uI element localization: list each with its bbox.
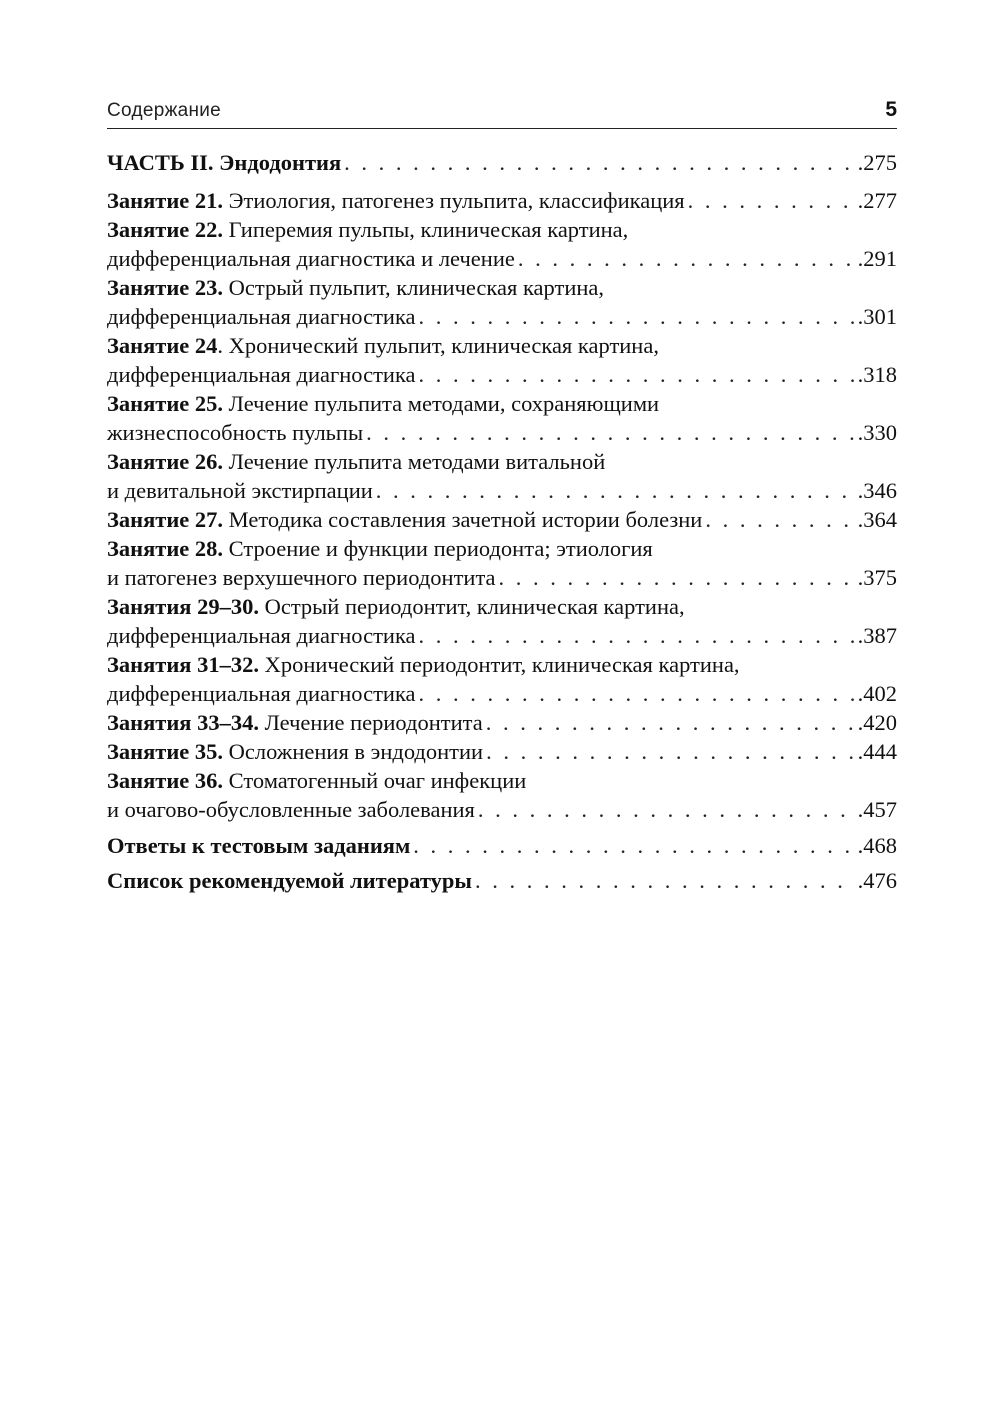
lesson-title: Методика составления зачетной истории болезни: [228, 507, 703, 532]
lesson-title: Острый периодонтит, клиническая картина,: [264, 594, 685, 619]
page-ref: .457: [857, 797, 897, 822]
lesson-label: Занятие 23.: [107, 275, 224, 300]
toc-entry-part-2[interactable]: [107, 148, 897, 177]
page-ref: .420: [857, 710, 897, 735]
lesson-label: Занятие 27.: [107, 507, 224, 532]
page-ref: .364: [857, 507, 897, 532]
lesson-label: Занятие 36.: [107, 768, 224, 793]
lesson-label: Занятие 35.: [107, 739, 224, 764]
lesson-label: Занятие 26.: [107, 449, 224, 474]
dot-leader: [499, 563, 855, 592]
page-ref: .275: [857, 150, 897, 175]
dot-leader: [475, 866, 855, 895]
dot-leader: [419, 679, 855, 708]
toc-entry-lesson-26[interactable]: [107, 447, 897, 505]
page-ref: .375: [857, 565, 897, 590]
page-ref: .318: [857, 362, 897, 387]
lesson-title: Стоматогенный очаг инфекции: [228, 768, 527, 793]
lesson-title: . Хронический пульпит, клиническая картина,: [217, 333, 659, 358]
dot-leader: [688, 186, 855, 215]
lesson-title: Лечение периодонтита: [264, 710, 483, 735]
lesson-title-cont: и девитальной экстирпации: [107, 478, 373, 503]
toc-entry-lesson-36[interactable]: [107, 766, 897, 824]
lesson-title: Гиперемия пульпы, клиническая картина,: [228, 217, 629, 242]
toc-entry-lessons-33-34[interactable]: [107, 708, 897, 737]
running-title: Содержание: [107, 100, 222, 121]
toc-entry-literature[interactable]: [107, 866, 897, 895]
dot-leader: [419, 302, 855, 331]
lesson-title: Осложнения в эндодонтии: [228, 739, 484, 764]
toc-entry-lesson-22[interactable]: [107, 215, 897, 273]
answers-label: Ответы к тестовым заданиям: [107, 833, 411, 858]
lesson-title-cont: жизнеспособность пульпы: [107, 420, 364, 445]
toc-entry-lesson-21[interactable]: [107, 186, 897, 215]
lesson-label: Занятие 28.: [107, 536, 224, 561]
toc-entry-lesson-35[interactable]: [107, 737, 897, 766]
lesson-title: Этиология, патогенез пульпита, классификация: [228, 188, 685, 213]
page-ref: .476: [857, 868, 897, 893]
dot-leader: [344, 148, 854, 177]
toc-entry-answers[interactable]: [107, 831, 897, 860]
toc-entry-lessons-29-30[interactable]: [107, 592, 897, 650]
lesson-title-cont: дифференциальная диагностика: [107, 304, 416, 329]
page-ref: .444: [857, 739, 897, 764]
dot-leader: [705, 505, 854, 534]
toc-entry-lesson-23[interactable]: [107, 273, 897, 331]
dot-leader: [366, 418, 855, 447]
dot-leader: [413, 831, 854, 860]
page-ref: .468: [857, 833, 897, 858]
lesson-title: Лечение пульпита методами витальной: [228, 449, 606, 474]
dot-leader: [419, 360, 855, 389]
lesson-label: Занятие 24: [107, 333, 218, 358]
lesson-label: Занятия 29–30.: [107, 594, 259, 619]
lesson-title: Острый пульпит, клиническая картина,: [228, 275, 605, 300]
page-ref: .330: [857, 420, 897, 445]
page-ref: .301: [857, 304, 897, 329]
lesson-title: Хронический периодонтит, клиническая картина,: [264, 652, 740, 677]
lesson-label: Занятие 25.: [107, 391, 224, 416]
lesson-label: Занятия 33–34.: [107, 710, 259, 735]
toc-entry-lesson-27[interactable]: [107, 505, 897, 534]
dot-leader: [478, 795, 855, 824]
page-ref: .387: [857, 623, 897, 648]
lesson-title-cont: и патогенез верхушечного периодонтита: [107, 565, 496, 590]
lesson-label: Занятие 22.: [107, 217, 224, 242]
page-ref: .291: [857, 246, 897, 271]
dot-leader: [486, 737, 855, 766]
table-of-contents: [107, 148, 897, 895]
dot-leader: [518, 244, 855, 273]
lesson-title: Лечение пульпита методами, сохраняющими: [228, 391, 660, 416]
page-ref: .402: [857, 681, 897, 706]
lesson-title-cont: дифференциальная диагностика: [107, 681, 416, 706]
page-ref: .346: [857, 478, 897, 503]
lesson-label: Занятия 31–32.: [107, 652, 259, 677]
part-label: ЧАСТЬ II. Эндодонтия: [107, 150, 342, 175]
page-number: 5: [885, 98, 897, 121]
lesson-title-cont: дифференциальная диагностика: [107, 362, 416, 387]
dot-leader: [376, 476, 855, 505]
dot-leader: [486, 708, 855, 737]
lesson-label: Занятие 21.: [107, 188, 224, 213]
toc-entry-lessons-31-32[interactable]: [107, 650, 897, 708]
toc-entry-lesson-28[interactable]: [107, 534, 897, 592]
literature-label: Список рекомендуемой литературы: [107, 868, 472, 893]
page-ref: .277: [857, 188, 897, 213]
lesson-title-cont: дифференциальная диагностика и лечение: [107, 246, 515, 271]
lesson-title-cont: дифференциальная диагностика: [107, 623, 416, 648]
lesson-title: Строение и функции периодонта; этиология: [228, 536, 653, 561]
running-header: [107, 96, 897, 129]
dot-leader: [419, 621, 855, 650]
toc-entry-lesson-24[interactable]: [107, 331, 897, 389]
toc-entry-lesson-25[interactable]: [107, 389, 897, 447]
lesson-title-cont: и очагово-обусловленные заболевания: [107, 797, 475, 822]
